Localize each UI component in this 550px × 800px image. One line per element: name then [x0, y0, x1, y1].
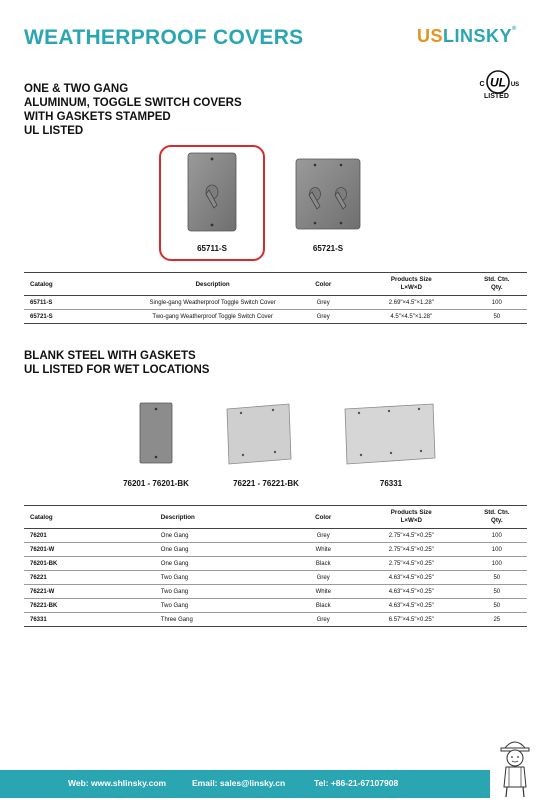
- table-row: 76201 One Gang Grey 2.75"×4.5"×0.25" 100: [24, 529, 527, 543]
- footer-phone: Tel: +86-21-67107908: [314, 778, 399, 788]
- table-row: 76331 Three Gang Grey 6.57"×4.5"×0.25" 25: [24, 613, 527, 627]
- section1-heading: ONE & TWO GANG ALUMINUM, TOGGLE SWITCH COVERS WITH GASKETS STAMPED UL LISTED: [24, 83, 242, 137]
- col-description: Description: [135, 273, 291, 296]
- product-code-76221: 76221 - 76221-BK: [233, 479, 299, 488]
- ul-listed-label: LISTED: [484, 93, 509, 100]
- contact-footer: [0, 770, 490, 798]
- footer-web-link[interactable]: Web: www.shlinsky.com: [68, 778, 167, 788]
- svg-text:US: US: [510, 82, 520, 88]
- table-row: 76201-BK One Gang Black 2.75"×4.5"×0.25" 100: [24, 557, 527, 571]
- section2-heading: BLANK STEEL WITH GASKETS UL LISTED FOR WET LOCATIONS: [24, 350, 210, 376]
- product-code-65711-s: 65711-S: [197, 244, 227, 253]
- table-row: 76221 Two Gang Grey 4.63"×4.5"×0.25" 50: [24, 571, 527, 585]
- product-code-76201: 76201 - 76201-BK: [123, 479, 189, 488]
- table-row: 76221-W Two Gang White 4.63"×4.5"×0.25" 50: [24, 585, 527, 599]
- svg-text:UL: UL: [490, 75, 506, 90]
- product-image-65721-s[interactable]: [295, 158, 361, 230]
- col-catalog: Catalog: [24, 506, 160, 529]
- col-size: Products Size L×W×D: [356, 273, 467, 296]
- footer-email-link[interactable]: Email: sales@linsky.cn: [192, 778, 286, 788]
- product-image-76331[interactable]: [343, 403, 437, 465]
- product-image-65711-s[interactable]: [187, 152, 237, 232]
- col-color: Color: [291, 273, 356, 296]
- ul-listed-logo: [476, 68, 520, 108]
- worker-mascot-icon: [492, 733, 538, 799]
- brand-logo: USLINSKY®: [417, 26, 517, 46]
- col-ctn-qty: Std. Ctn. Qty.: [467, 273, 527, 296]
- product-image-76201[interactable]: [139, 402, 173, 464]
- svg-text:C: C: [479, 81, 485, 88]
- col-color: Color: [291, 506, 356, 529]
- col-description: Description: [160, 506, 291, 529]
- table-header-row: [24, 273, 527, 296]
- table-row: 76201-W One Gang White 2.75"×4.5"×0.25" 100: [24, 543, 527, 557]
- table-row: 65711-S Single-gang Weatherproof Toggle Switch Cover Grey 2.69"×4.5"×1.28" 100: [24, 296, 527, 310]
- col-catalog: Catalog: [24, 273, 135, 296]
- page-title: WEATHERPROOF COVERS: [24, 26, 304, 49]
- col-ctn-qty: Std. Ctn. Qty.: [467, 506, 527, 529]
- table-row: 76221-BK Two Gang Black 4.63"×4.5"×0.25" 50: [24, 599, 527, 613]
- col-size: Products Size L×W×D: [356, 506, 467, 529]
- spec-table-toggle-covers: [24, 272, 527, 324]
- spec-table-blank-covers: [24, 505, 527, 627]
- table-header-row: [24, 506, 527, 529]
- product-image-76221[interactable]: [225, 403, 293, 465]
- product-code-76331: 76331: [379, 479, 403, 488]
- product-code-65721-s: 65721-S: [312, 244, 344, 253]
- table-row: 65721-S Two-gang Weatherproof Toggle Switch Cover Grey 4.5"×4.5"×1.28" 50: [24, 310, 527, 324]
